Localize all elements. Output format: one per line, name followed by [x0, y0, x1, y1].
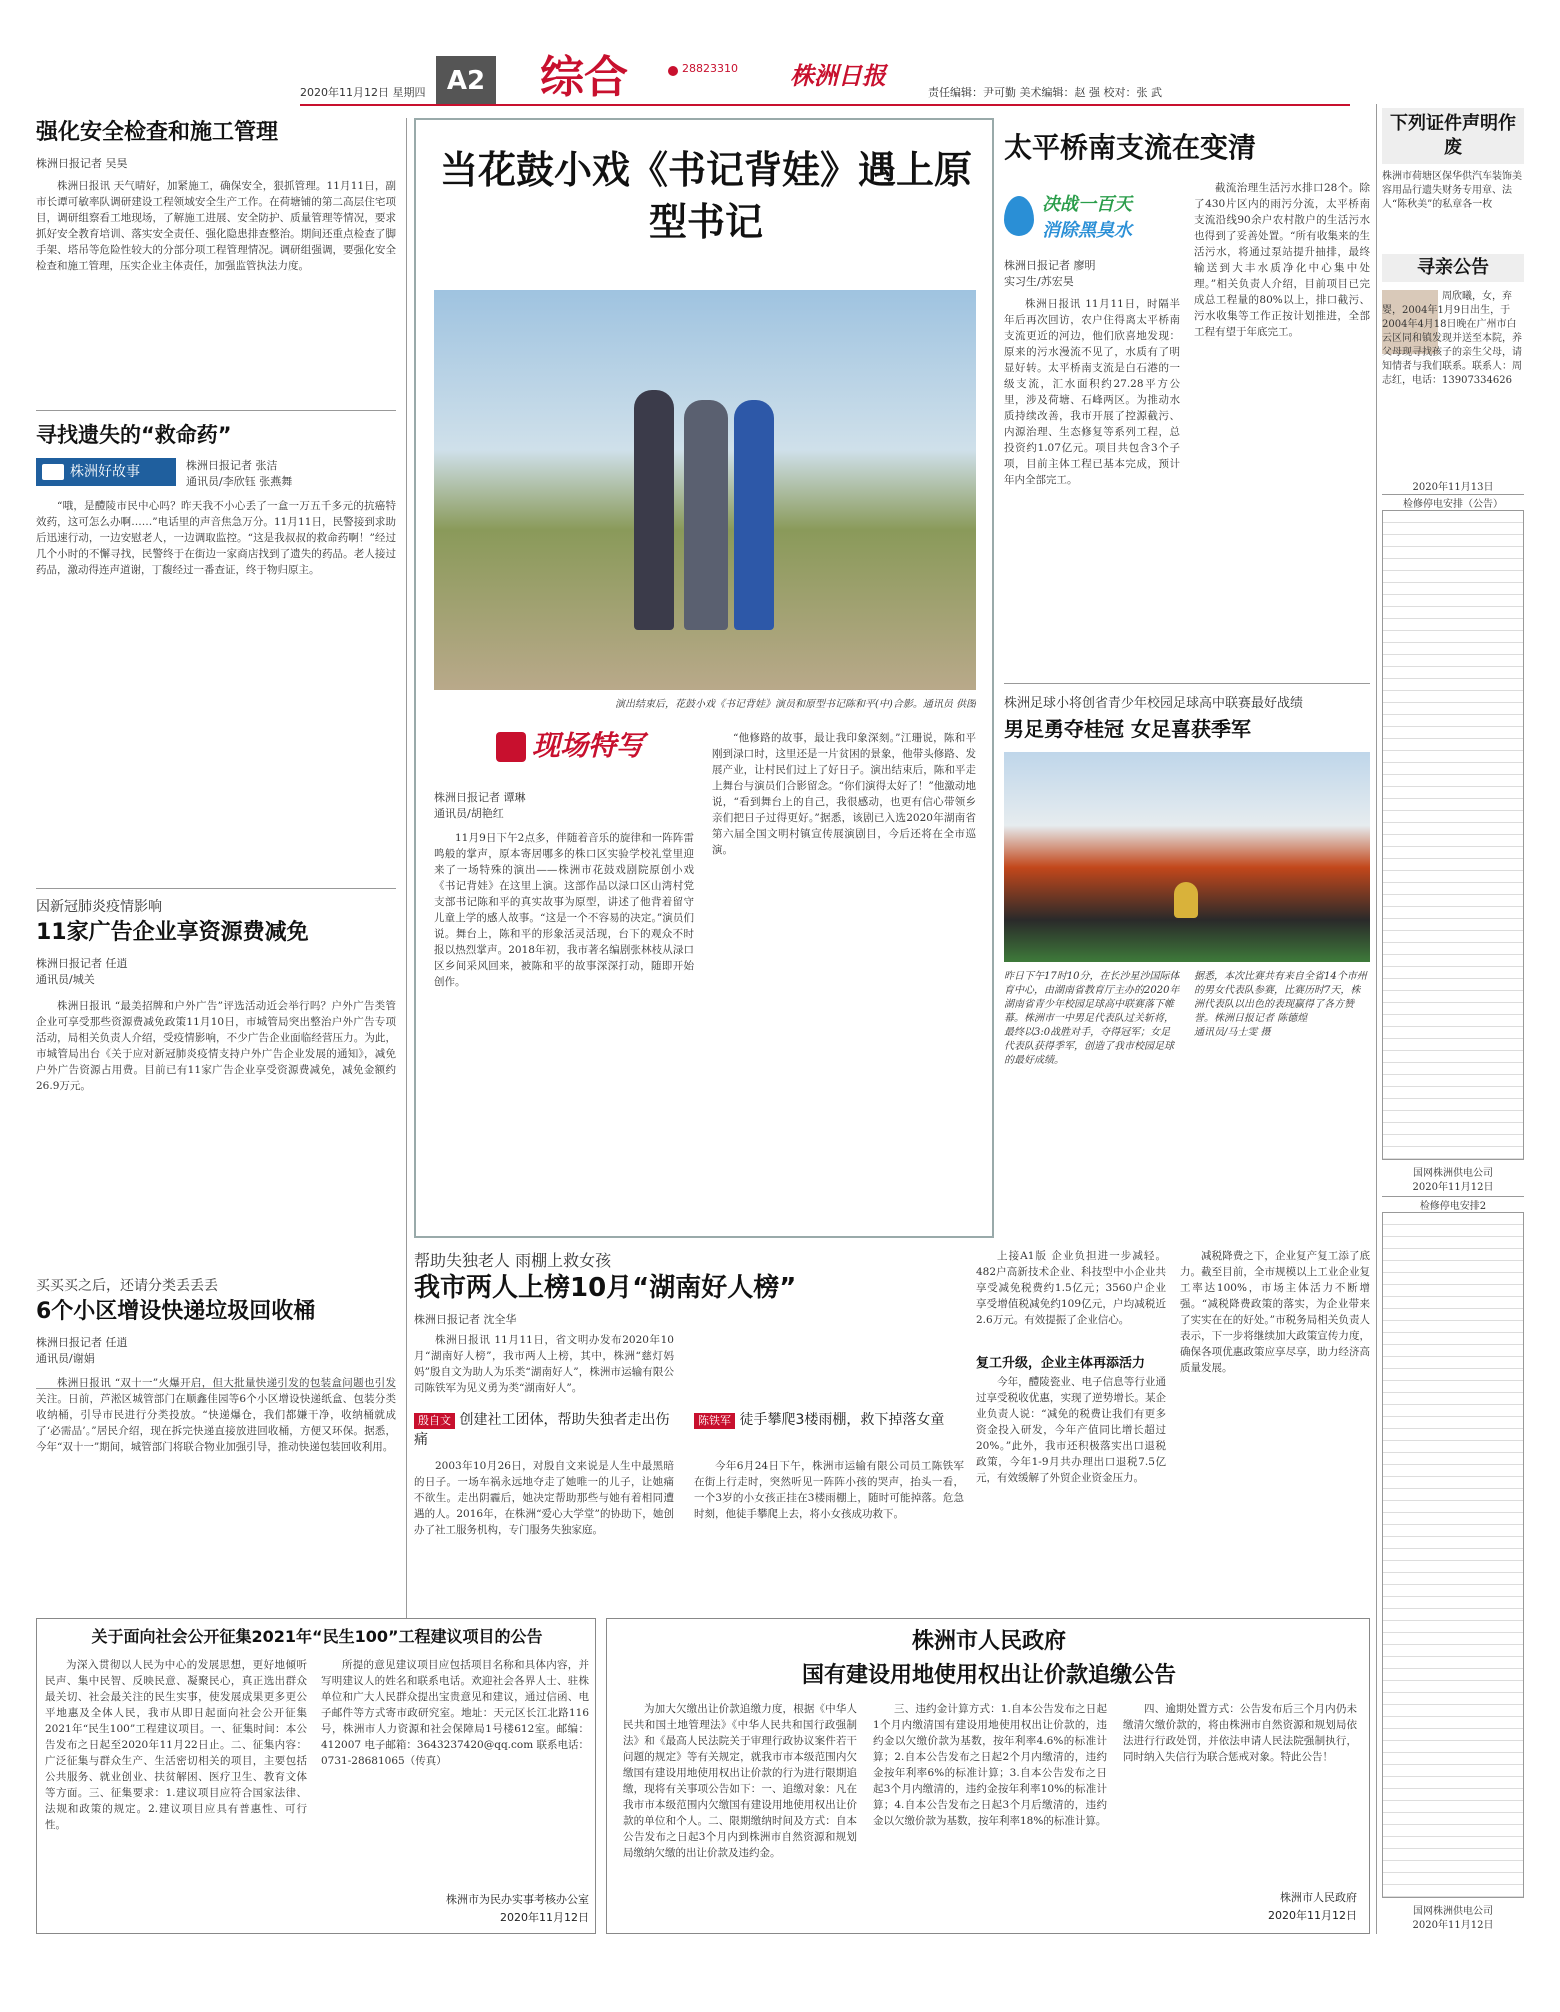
outage-table [1382, 510, 1524, 1160]
paper-logo: 株洲日报 [790, 62, 886, 90]
article-body: 株洲日报讯 “双十一”火爆开启，但大批量快递引发的包装盒问题也引发关注。日前，芦淞区城管部门在顺鑫佳园等6个小区增设快递纸盒、包装分类收纳桶，引导市民进行分类投放。“快递爆仓，我们都嫌干净，收纳桶就成了‘必需品’。”居民介绍，现在拆完快递直接放进回收桶，方便又环保。据悉，今年“双十一”期间，城管部门将联合物业加强引导，推动快递包装回收利用。 [36, 1377, 396, 1453]
article-title: 太平桥南支流在变清 [1004, 131, 1257, 164]
article-byline: 株洲日报记者 张洁 通讯员/李欣钰 张燕舞 [186, 459, 293, 488]
article-body: 株洲日报讯 11月11日，时隔半年后再次回访，农户住得离太平桥南支流更近的河边，他们欣喜地发现：原来的污水漫流不见了，水质有了明显好转。太平桥南支流是白石港的一级支流，汇水面积约27.28平方公里，涉及荷塘、石峰两区。为推动水质持续改善，我市开展了控源截污、内源治理、生态修复等系列工程，总投资约1.07亿元。项目共包含3个子项，目前主体工程已基本完成，预计年内全部完工。 [1004, 298, 1180, 486]
notice-date: 2020年11月13日 [1412, 482, 1494, 493]
tax-story [976, 1248, 1370, 1608]
notice-body: 所提的意见建议项目应包括项目名称和具体内容，并写明建议人的姓名和联系电话。欢迎社会各界人士、驻株单位和广大人民群众提出宝贵意见和建议，通过信函、电子邮件等方式寄市政研究室。地址：天元区长江北路116号，株洲市人力资源和社会保障局1号楼612室。邮编：412007 电子邮箱：3643237420@qq.com 联系电话：0731-28681065（传真） [321, 1659, 589, 1767]
article-body: 株洲日报讯 “最美招牌和户外广告”评选活动近会举行吗？户外广告类管企业可享受那些资源费减免政策11月10日，市城管局突出整治户外广告专项活动，局相关负责人介绍，受疫情影响，不少广告企业面临经营压力。为此，市城管局出台《关于应对新冠肺炎疫情支持户外广告企业发展的通知》，减免户外广告资源占用费。目前已有11家广告企业享受资源费减免，减免金额约26.9万元。 [36, 1000, 396, 1092]
section-title: 综合 [540, 52, 628, 103]
campaign-logo [1004, 188, 1184, 248]
outage-header: 检修停电安排2 [1382, 1196, 1524, 1212]
phone-icon [668, 66, 678, 76]
article-title: 寻找遗失的“救命药” [36, 423, 232, 447]
article-title: 强化安全检查和施工管理 [36, 120, 279, 145]
article-title: 6个小区增设快递垃圾回收桶 [36, 1299, 316, 1324]
article-byline: 株洲日报记者 吴昊 [36, 157, 128, 170]
water-drop-icon [1004, 196, 1034, 236]
article-byline: 株洲日报记者 谭琳 通讯员/胡艳红 [434, 791, 526, 820]
feature-story [414, 118, 994, 1238]
notice-date: 2020年11月12日 [1268, 1909, 1357, 1922]
campaign-logo-line2: 消除黑臭水 [1042, 220, 1132, 241]
article-body: 今年6月24日下午，株洲市运输有限公司员工陈铁军在街上行走时，突然听见一阵阵小孩的哭声，抬头一看，一个3岁的小女孩正挂在3楼雨棚上，随时可能掉落。危急时刻，他徒手攀爬上去，将小女孩成功救下。 [694, 1460, 964, 1520]
subhead-title: 徒手攀爬3楼雨棚，救下掉落女童 [739, 1412, 945, 1428]
team-photo [1004, 752, 1370, 962]
subhead [694, 1410, 964, 1430]
notice-signature: 株洲市为民办实事考核办公室 [446, 1893, 589, 1906]
public-notice [36, 1618, 596, 1934]
article-body: 截流治理生活污水排口28个。除了430片区内的雨污分流，太平桥南支流沿线90余户农村散户的生活污水也得到了妥善处置。“所有收集来的生活污水，将通过泵站提升抽排，最终输送到大丰水质净化中心集中处理。”相关负责人介绍，目前项目已完成总工程量的80%以上，排口截污、污水收集等工作正按计划推进，全部工程有望于年底完工。 [1194, 182, 1370, 338]
notice-title: 国有建设用地使用权出让价款追缴公告 [801, 1663, 1176, 1688]
column-rule [1376, 104, 1377, 1934]
masthead [0, 0, 1560, 118]
notice-title: 寻亲公告 [1382, 254, 1524, 282]
person-figure [734, 400, 774, 630]
outage-footer: 国网株洲供电公司 [1413, 1906, 1493, 1917]
column-notices [1382, 104, 1524, 1934]
editors-line: 责任编辑：尹可勤 美术编辑：赵 强 校对：张 武 [928, 86, 1162, 99]
subhead-tag: 殷自文 [414, 1413, 455, 1429]
column-rule [406, 118, 407, 1618]
article-title: 我市两人上榜10月“湖南好人榜” [414, 1273, 797, 1303]
article-body: “他修路的故事，最让我印象深刻。”江珊说，陈和平刚到渌口时，这里还是一片贫困的景象，他带头修路、发展产业，让村民们过上了好日子。演出结束后，陈和平走上舞台与演员们合影留念。“你们演得太好了！”他激动地说，“看到舞台上的自己，我很感动，也更有信心带领乡亲们把日子过得更好。”据悉，该剧已入选2020年湖南省第六届全国文明村镇宣传展演剧目，今后还将在全市巡演。 [712, 732, 976, 856]
government-notice [606, 1618, 1370, 1934]
feature-badge-label: 现场特写 [532, 729, 645, 762]
divider [36, 410, 396, 411]
article-kicker: 买买买之后，还请分类丢丢丢 [36, 1278, 218, 1294]
good-people-story [414, 1248, 964, 1608]
outage-footer-date: 2020年11月12日 [1412, 1920, 1494, 1931]
column-right-mid [1004, 118, 1370, 1238]
notice-body: 为深入贯彻以人民为中心的发展思想，更好地倾听民声、集中民智、反映民意、凝聚民心，真正选出群众最关切、社会最关注的民生实事，使发展成果更多更公平地惠及全体人民，我市从即日起面向社会公开征集2021年“民生100”工程建议项目。一、征集时间：本公告发布之日起至2020年11月22日止。二、征集内容：广泛征集与群众生产、生活密切相关的项目，主要包括公共服务、就业创业、扶贫解困、医疗卫生、教育文体等方面。三、征集要求：1.建议项目应符合国家法律、法规和政策的规定。2.建议项目应具有普惠性、可行性。 [45, 1659, 307, 1831]
article-body: 株洲日报讯 11月11日，省文明办发布2020年10月“湖南好人榜”，我市两人上榜，其中，株洲“慈灯妈妈”殷自文为助人为乐类“湖南好人”，株洲市运输有限公司陈铁军为见义勇为类“湖南好人”。 [414, 1334, 674, 1394]
page-number: A2 [436, 56, 496, 106]
article-body: 株洲日报讯 天气晴好，加紧施工，确保安全，狠抓管理。11月11日，副市长谭可敏率队调研建设工程领域安全生产工作。在荷塘铺的第二高层住宅项目，调研组察看工地现场，了解施工进展、安全防护、质量管理等情况，要求抓好安全教育培训、落实安全责任、强化隐患排查整治。期间还重点检查了脚手架、塔吊等危险性较大的分部分项工程管理情况。调研组强调，要强化安全检查和施工管理，压实企业主体责任，加强监管执法力度。 [36, 180, 396, 272]
feature-photo [434, 290, 976, 690]
notice-body: 株洲市荷塘区保华供汽车装饰美容用品行遗失财务专用章、法人“陈秋美”的私章各一枚 [1382, 171, 1522, 210]
column-badge [36, 458, 176, 486]
column-left-lower [36, 1275, 396, 1615]
notice-date: 2020年11月12日 [500, 1911, 589, 1924]
campaign-logo-line1: 决战一百天 [1042, 194, 1132, 215]
subhead-title: 创建社工团体，帮助失独者走出伤痛 [414, 1412, 670, 1448]
page-date: 2020年11月12日 星期四 [300, 86, 426, 99]
divider [1004, 683, 1370, 684]
outage-header: 检修停电安排（公告） [1382, 494, 1524, 510]
article-body: 减税降费之下，企业复产复工添了底力。截至目前，全市规模以上工业企业复工率达100%，市场主体活力不断增强。“减税降费政策的落实，为企业带来了实实在在的好处。”市税务局相关负责人表示，下一步将继续加大政策宣传力度，确保各项优惠政策应享尽享，助力经济高质量发展。 [1180, 1250, 1370, 1374]
article-kicker: 因新冠肺炎疫情影响 [36, 899, 162, 915]
article-body: “哦，是醴陵市民中心吗？昨天我不小心丢了一盒一万五千多元的抗癌特效药，这可怎么办啊……”电话里的声音焦急万分。11月11日，民警接到求助后迅速行动，一边安慰老人，一边调取监控。“这是我叔叔的救命药啊！”经过几个小时的不懈寻找，民警终于在街边一家商店找到了遗失的药品。老人接过药品，激动得连声道谢，丁馥经过一番查证，终于物归原主。 [36, 500, 396, 576]
book-icon [42, 464, 64, 480]
photo-caption: 据悉，本次比赛共有来自全省14个市州的男女代表队参赛，比赛历时7天，株洲代表队以出色的表现赢得了各方赞誉。株洲日报记者 陈德煌 通讯员/马士雯 摄 [1194, 971, 1367, 1038]
article-byline: 株洲日报记者 沈全华 [414, 1313, 517, 1326]
article-body: 上接A1版 企业负担进一步减轻。482户高新技术企业、科技型中小企业共享受减免税费约1.5亿元；3560户企业享受增值税减免约109亿元，户均减税近2.6万元。有效提振了企业信心。 [976, 1250, 1166, 1326]
notice-body: 为加大欠缴出让价款追缴力度，根据《中华人民共和国土地管理法》《中华人民共和国行政强制法》和《最高人民法院关于审理行政协议案件若干问题的规定》等有关规定，就我市市本级范围内欠缴国有建设用地使用权出让价款的行为进行限期追缴，现将有关事项公告如下：一、追缴对象：凡在我市市本级范围内欠缴国有建设用地使用权出让价款的单位和个人。二、限期缴纳时间及方式：自本公告发布之日起3个月内到株洲市自然资源和规划局缴纳欠缴的出让价款及违约金。 [623, 1703, 857, 1859]
feature-title: 当花鼓小戏《书记背娃》遇上原型书记 [439, 148, 972, 244]
outage-footer: 国网株洲供电公司 [1413, 1168, 1493, 1179]
person-figure [684, 400, 728, 630]
badge-icon [496, 732, 526, 762]
divider [36, 888, 396, 889]
masthead-rule [300, 104, 1350, 106]
sports-kicker: 株洲足球小将创省青少年校园足球高中联赛最好战绩 [1004, 696, 1304, 711]
notice-title: 下列证件声明作废 [1382, 108, 1524, 164]
article-kicker: 帮助失独老人 雨棚上救女孩 [414, 1251, 612, 1270]
notice-body: 四、逾期处置方式：公告发布后三个月内仍未缴清欠缴价款的，将由株洲市自然资源和规划局依法进行行政处罚，并依法申请人民法院强制执行，同时纳入失信行为联合惩戒对象。特此公告！ [1123, 1703, 1357, 1763]
outage-table [1382, 1212, 1524, 1898]
notice-org: 株洲市人民政府 [911, 1629, 1066, 1654]
notice-body: 三、违约金计算方式：1.自本公告发布之日起1个月内缴清国有建设用地使用权出让价款的，违约金以欠缴价款为基数，按年利率4.6%的标准计算；2.自本公告发布之日起2个月内缴清的，违约金按年利率6%的标准计算；3.自本公告发布之日起3个月内缴清的，违约金按年利率10%的标准计算；4.自本公告发布之日起3个月后缴清的，违约金以欠缴价款为基数，按年利率18%的标准计算。 [873, 1703, 1107, 1827]
article-byline: 株洲日报记者 任逍 通讯员/谢娟 [36, 1336, 128, 1365]
column-badge-label: 株洲好故事 [70, 464, 140, 480]
subhead-tag: 陈铁军 [694, 1413, 735, 1429]
photo-caption: 昨日下午17时10分，在长沙星沙国际体育中心，由湖南省教育厅主办的2020年湖南省青少年校园足球高中联赛落下帷幕。株洲市一中男足代表队过关斩将，最终以3:0战胜对手，夺得冠军；女足代表队获得季军，创造了我市校园足球的最好成绩。 [1004, 971, 1180, 1066]
photo-caption: 演出结束后，花鼓小戏《书记背娃》演员和原型书记陈和平(中)合影。通讯员 供图 [615, 699, 976, 710]
article-body: 今年，醴陵瓷业、电子信息等行业通过享受税收优惠，实现了逆势增长。某企业负责人说：“减免的税费让我们有更多资金投入研发，今年产值同比增长超过20%。”此外，我市还积极落实出口退税政策，今年1-9月共办理出口退税7.5亿元，有效缓解了外贸企业资金压力。 [976, 1376, 1166, 1484]
trophy-icon [1174, 882, 1198, 918]
article-title: 11家广告企业享资源费减免 [36, 920, 309, 945]
subhead [414, 1410, 674, 1450]
subhead-title: 复工升级，企业主体再添活力 [976, 1356, 1146, 1371]
article-byline: 株洲日报记者 廖明 实习生/苏宏昊 [1004, 259, 1096, 288]
hotline-number: 28823310 [682, 62, 738, 75]
feature-badge [496, 726, 716, 766]
article-body: 11月9日下午2点多，伴随着音乐的旋律和一阵阵雷鸣般的掌声，原本寄居哪多的株口区实验学校礼堂里迎来了一场特殊的演出——株洲市花鼓戏剧院原创小戏《书记背娃》在这里上演。这部作品以渌口区山湾村党支部书记陈和平的真实故事为原型，讲述了他背着留守儿童上学的感人故事。“这是一个不容易的决定。”演员们说。舞台上，陈和平的形象活灵活现，台下的观众不时报以热烈掌声。2018年初，我市著名编剧张林枝从渌口区乡间采风回来，被陈和平的故事深深打动，随即开始创作。 [434, 832, 694, 988]
article-body: 2003年10月26日，对殷自文来说是人生中最黑暗的日子。一场车祸永远地夺走了她唯一的儿子，让她痛不欲生。走出阴霾后，她决定帮助那些与她有着相同遭遇的人。2016年，在株洲“爱心大学堂”的协助下，她创办了社工服务机构，专门服务失独家庭。 [414, 1460, 674, 1536]
outage-footer-date: 2020年11月12日 [1412, 1182, 1494, 1193]
notice-body: 周欣曦，女，弃婴，2004年1月9日出生，于2004年4月18日晚在广州市白云区同和镇发现并送至本院，养父母现寻找孩子的亲生父母，请知情者与我们联系。联系人：周志红，电话：13907334626 [1382, 291, 1522, 386]
person-figure [634, 390, 674, 630]
notice-signature: 株洲市人民政府 [1280, 1891, 1357, 1904]
article-byline: 株洲日报记者 任逍 通讯员/城关 [36, 957, 128, 986]
sports-title: 男足勇夺桂冠 女足喜获季军 [1004, 717, 1251, 741]
notice-title: 关于面向社会公开征集2021年“民生100”工程建议项目的公告 [91, 1627, 543, 1646]
